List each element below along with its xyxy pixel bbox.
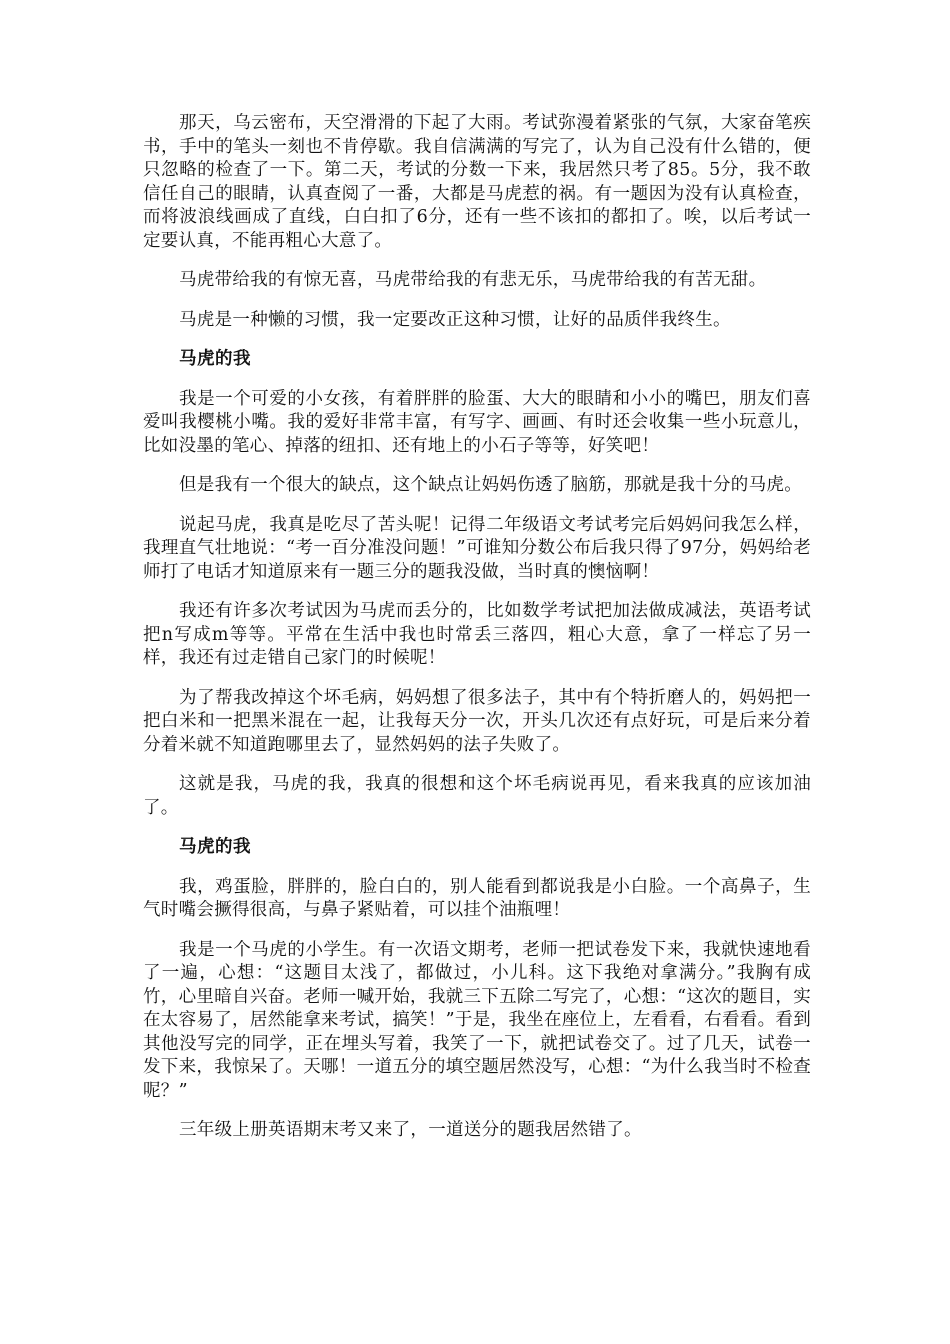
paragraph: 我，鸡蛋脸，胖胖的，脸白白的，别人能看到都说我是小白脸。一个高鼻子，生气时嘴会撅得很高，与鼻子紧贴着，可以挂个油瓶哩！ xyxy=(143,876,811,920)
paragraph: 马虎带给我的有惊无喜，马虎带给我的有悲无乐，马虎带给我的有苦无甜。 xyxy=(179,270,767,290)
paragraph: 为了帮我改掉这个坏毛病，妈妈想了很多法子，其中有个特折磨人的，妈妈把一把白米和一把黑米混在一起，让我每天分一次，开头几次还有点好玩，可是后来分着分着米就不知道跑哪里去了，显然妈妈的法子失败了。 xyxy=(143,687,811,755)
section-heading: 马虎的我 xyxy=(179,837,251,857)
paragraph: 我还有许多次考试因为马虎而丢分的，比如数学考试把加法做成减法，英语考试把n写成m等等。平常在生活中我也时常丢三落四，粗心大意，拿了一样忘了另一样，我还有过走错自己家门的时候呢！ xyxy=(143,601,811,668)
paragraph: 那天，乌云密布，天空滑滑的下起了大雨。考试弥漫着紧张的气氛，大家奋笔疾书，手中的笔头一刻也不肯停歇。我自信满满的写完了，认为自己没有什么错的，便只忽略的检查了一下。第二天，考试的分数一下来，我居然只考了85。5分，我不敢信任自己的眼睛，认真查阅了一番，大都是马虎惹的祸。有一题因为没有认真检查，而将波浪线画成了直线，白白扣了6分，还有一些不该扣的都扣了。唉，以后考试一定要认真，不能再粗心大意了。 xyxy=(143,113,811,251)
section-heading: 马虎的我 xyxy=(179,349,251,369)
paragraph: 我是一个可爱的小女孩，有着胖胖的脸蛋、大大的眼睛和小小的嘴巴，朋友们喜爱叫我樱桃小嘴。我的爱好非常丰富，有写字、画画、有时还会收集一些小玩意儿，比如没墨的笔心、掉落的纽扣、还有地上的小石子等等，好笑吧！ xyxy=(143,388,811,456)
document-page xyxy=(143,112,811,1159)
paragraph: 三年级上册英语期末考又来了，一道送分的题我居然错了。 xyxy=(179,1120,642,1140)
paragraph: 说起马虎，我真是吃尽了苦头呢！记得二年级语文考试考完后妈妈问我怎么样，我理直气壮地说：“考一百分准没问题！”可谁知分数公布后我只得了97分，妈妈给老师打了电话才知道原来有一题三分的题我没做，当时真的懊恼啊！ xyxy=(143,514,811,582)
paragraph: 但是我有一个很大的缺点，这个缺点让妈妈伤透了脑筋，那就是我十分的马虎。 xyxy=(179,475,802,495)
paragraph: 我是一个马虎的小学生。有一次语文期考，老师一把试卷发下来，我就快速地看了一遍，心想：“这题目太浅了，都做过，小儿科。这下我绝对拿满分。”我胸有成竹，心里暗自兴奋。老师一喊开始，我就三下五除二写完了，心想：“这次的题目，实在太容易了，居然能拿来考试，搞笑！”于是，我坐在座位上，左看看，右看看。看到其他没写完的同学，正在埋头写着，我笑了一下，就把试卷交了。过了几天，试卷一发下来，我惊呆了。天哪！一道五分的填空题居然没写，心想：“为什么我当时不检查呢？” xyxy=(143,939,811,1101)
paragraph: 马虎是一种懒的习惯，我一定要改正这种习惯，让好的品质伴我终生。 xyxy=(179,309,731,330)
paragraph: 这就是我，马虎的我，我真的很想和这个坏毛病说再见，看来我真的应该加油了。 xyxy=(143,774,811,818)
